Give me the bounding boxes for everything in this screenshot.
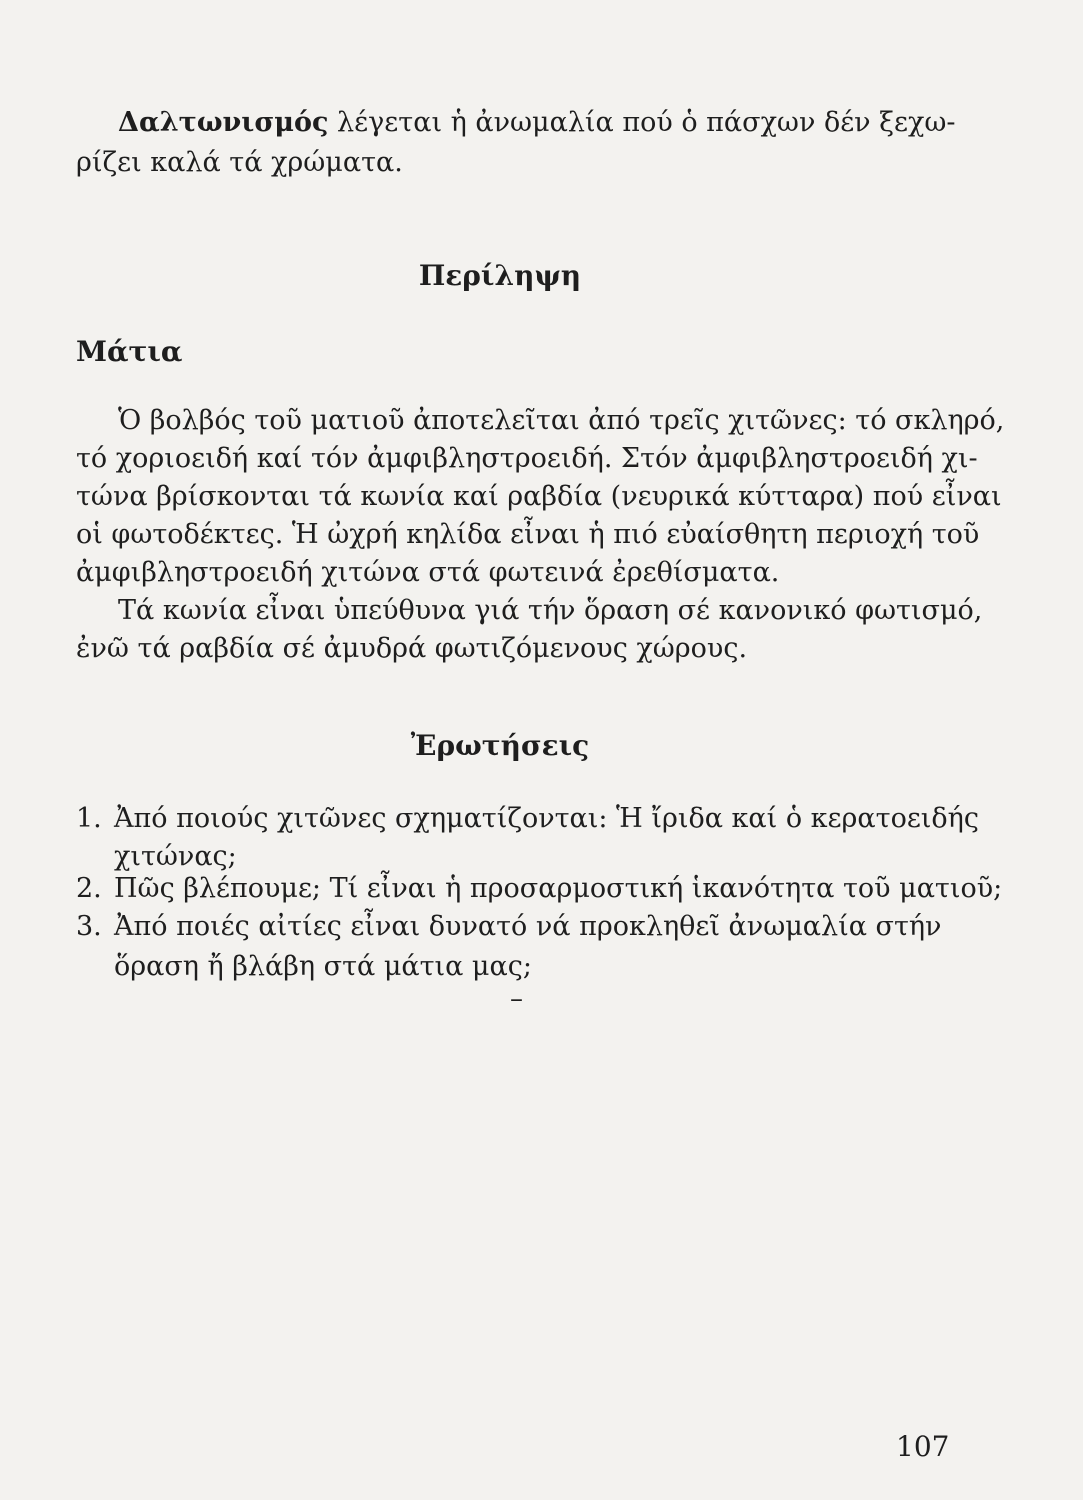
summary-heading: Περίληψη (418, 259, 582, 292)
page-number: 107 (896, 1430, 950, 1463)
eye-line-7: ἐνῶ τά ραβδία σέ ἀμυδρά φωτιζόμενους χώρους. (76, 633, 748, 664)
question-3-text: Ἀπό ποιές αἰτίες εἶναι δυνατό νά προκληθεῖ ἀνωμαλία στήν (114, 911, 942, 942)
intro-line-1-text: λέγεται ἡ ἀνωμαλία πού ὁ πάσχων δέν ξεχω- (337, 107, 956, 138)
intro-line-2: ρίζει καλά τά χρώματα. (76, 147, 403, 178)
eye-line-5: ἀμφιβληστροειδή χιτώνα στά φωτεινά ἐρεθίσματα. (76, 557, 780, 588)
eye-line-2: τό χοριοειδή καί τόν ἀμφιβληστροειδή. Στόν ἀμφιβληστροειδή χι- (76, 443, 978, 474)
questions-heading: Ἐρωτήσεις (410, 729, 590, 762)
eye-line-6: Τά κωνία εἶναι ὑπεύθυνα γιά τήν ὅραση σέ κανονικό φωτισμό, (118, 595, 983, 626)
intro-term: Δαλτωνισμός (118, 107, 329, 138)
eye-heading: Μάτια (76, 335, 183, 368)
end-mark: – (510, 984, 523, 1014)
question-1-line-2: χιτώνας; (114, 841, 237, 872)
eye-line-1: Ὁ βολβός τοῦ ματιοῦ ἀποτελεῖται ἀπό τρεῖς χιτῶνες: τό σκληρό, (118, 405, 1005, 436)
question-3-number: 3. (76, 911, 102, 942)
intro-line-1 (118, 106, 956, 140)
question-1-line-1 (76, 802, 979, 836)
question-2-text: Πῶς βλέπουμε; Τί εἶναι ἡ προσαρμοστική ἱκανότητα τοῦ ματιοῦ; (114, 873, 1003, 904)
eye-line-3: τώνα βρίσκονται τά κωνία καί ραβδία (νευρικά κύτταρα) πού εἶναι (76, 481, 1002, 512)
question-3-line-1 (76, 910, 942, 944)
question-1-number: 1. (76, 803, 102, 834)
question-1-text: Ἀπό ποιούς χιτῶνες σχηματίζονται: Ἡ ἴριδα καί ὁ κερατοειδής (114, 803, 979, 834)
question-2-line-1 (76, 872, 1003, 906)
question-2-number: 2. (76, 873, 102, 904)
eye-line-4: οἱ φωτοδέκτες. Ἡ ὠχρή κηλίδα εἶναι ἡ πιό εὐαίσθητη περιοχή τοῦ (76, 519, 980, 550)
question-3-line-2: ὅραση ἤ βλάβη στά μάτια μας; (114, 951, 532, 982)
